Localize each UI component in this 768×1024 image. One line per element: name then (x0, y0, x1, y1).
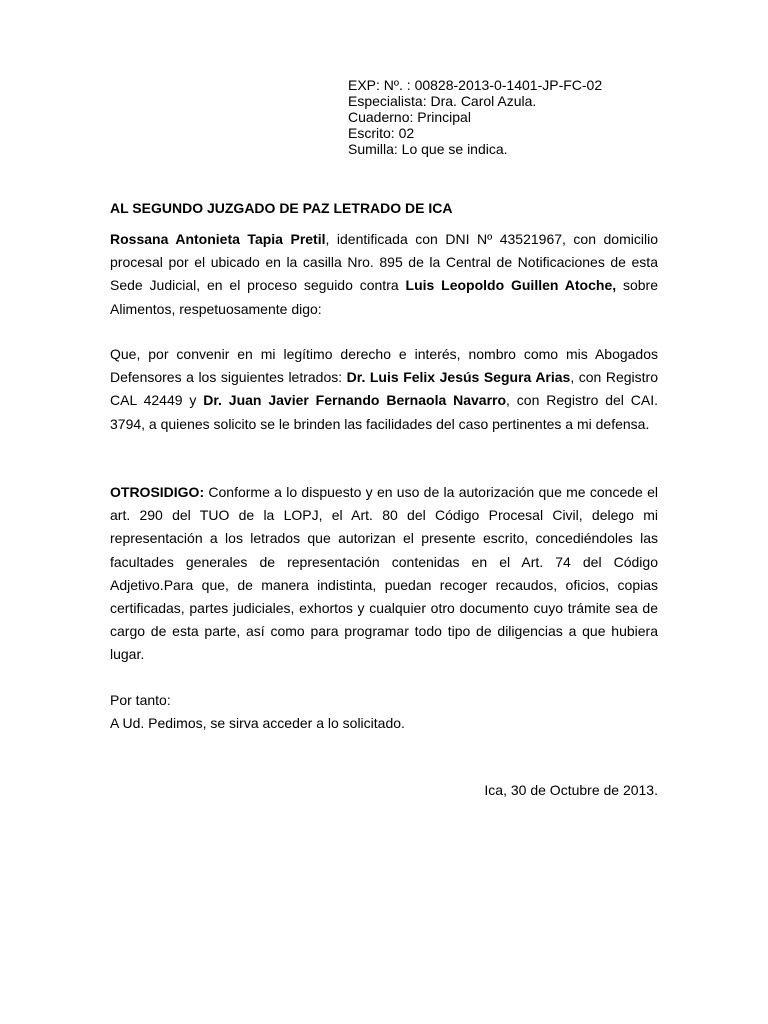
intro-text-b: sobre Alimentos, respetuosamente digo: (110, 277, 659, 317)
summary: Sumilla: Lo que se indica. (348, 141, 508, 157)
closing (110, 689, 405, 735)
intro-paragraph (110, 228, 658, 321)
addressee: AL SEGUNDO JUZGADO DE PAZ LETRADO DE ICA (110, 200, 453, 216)
otrosidigo-paragraph (110, 481, 658, 667)
specialist: Especialista: Dra. Carol Azula. (348, 93, 537, 109)
case-header (348, 77, 728, 157)
closing-line-2: A Ud. Pedimos, se sirva acceder a lo solicitado. (110, 715, 405, 731)
lawyer-1: Dr. Luis Felix Jesús Segura Arias (346, 369, 571, 386)
notebook: Cuaderno: Principal (348, 109, 471, 125)
plaintiff-name: Rossana Antonieta Tapia Pretil (110, 231, 326, 247)
appointment-text-c: , con Registro del CAI. 3794, a quienes solicito se le brinden las facilidades del caso pertinentes a mi defensa. (110, 392, 658, 432)
appointment-text-b: , con Registro CAL 42449 y (110, 369, 658, 409)
intro-text-a: , identificada con DNI Nº 43521967, con domicilio procesal por el ubicado en la casilla Nro. 895 de la Central de Notificaciones de esta Sede Judicial, en el proceso seguido contra (110, 231, 658, 294)
otrosidigo-text: Conforme a lo dispuesto y en uso de la autorización que me concede el art. 290 del TUO de la LOPJ, el Art. 80 del Código Procesal Civil, delego mi representación a los letrados que autorizan el presente escrito, concediéndoles las facultades generales de representación contenidas en el Art. 74 del Código Adjetivo.Para que, de manera indistinta, puedan recoger recaudos, oficios, copias certificadas, partes judiciales, exhortos y cualquier otro documento cuyo trámite sea de cargo de esta parte, así como para programar todo tipo de diligencias a que hubiera lugar. (110, 484, 658, 663)
writ-number: Escrito: 02 (348, 125, 415, 141)
place-date: Ica, 30 de Octubre de 2013. (484, 782, 658, 798)
closing-line-1: Por tanto: (110, 692, 171, 708)
appointment-paragraph (110, 343, 658, 436)
defendant-name: Luis Leopoldo Guillen Atoche, (405, 277, 617, 294)
case-number: EXP: Nº. : 00828-2013-0-1401-JP-FC-02 (348, 77, 603, 93)
lawyer-2: Dr. Juan Javier Fernando Bernaola Navarro (203, 392, 507, 409)
otrosidigo-label: OTROSIDIGO: (110, 484, 205, 500)
appointment-text-a: Que, por convenir en mi legítimo derecho e interés, nombro como mis Abogados Defensores a los siguientes letrados: (110, 346, 658, 386)
